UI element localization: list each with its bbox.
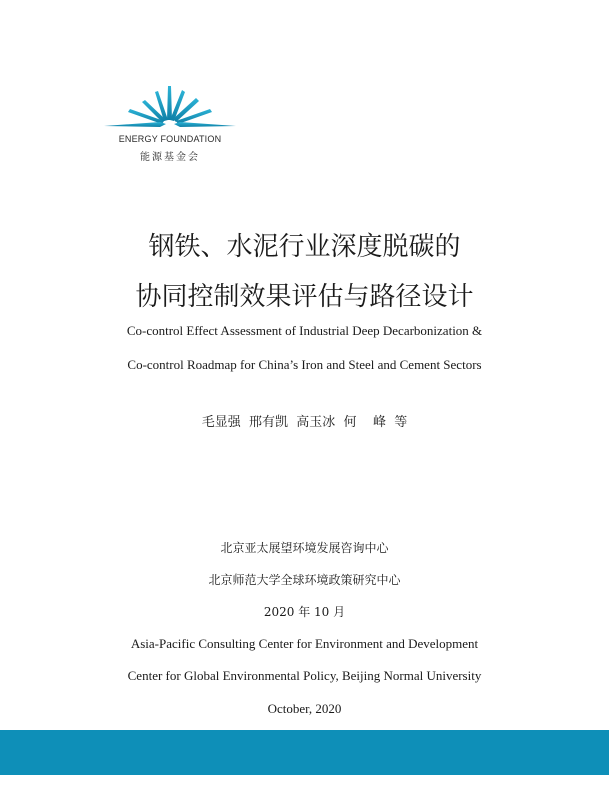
title-zh-line-2: 协同控制效果评估与路径设计 — [135, 282, 474, 312]
title-en-line-1: Co-control Effect Assessment of Industrial Deep Decarbonization & — [126, 323, 483, 338]
energy-foundation-logo — [100, 82, 240, 172]
starburst-logo-icon — [100, 82, 240, 134]
title-zh-line-1: 钢铁、水泥行业深度脱碳的 — [148, 232, 461, 262]
logo-name-en: ENERGY FOUNDATION — [118, 134, 222, 144]
title-en-line-2: Co-control Roadmap for China’s Iron and Steel and Cement Sectors — [127, 357, 482, 372]
institution-zh-1: 北京亚太展望环境发展咨询中心 — [220, 541, 389, 555]
date-en: October, 2020 — [267, 701, 342, 716]
logo-name-zh: 能源基金会 — [140, 152, 200, 163]
date-zh: 2020 年 10 月 — [263, 605, 346, 619]
bottom-color-band — [0, 730, 609, 775]
institution-zh-2: 北京师范大学全球环境政策研究中心 — [208, 573, 401, 587]
authors: 毛显强 邢有凯 高玉冰 何 峰 等 — [201, 415, 408, 430]
institution-en-2: Center for Global Environmental Policy, Beijing Normal University — [127, 668, 482, 683]
institution-en-1: Asia-Pacific Consulting Center for Environment and Development — [130, 636, 479, 651]
